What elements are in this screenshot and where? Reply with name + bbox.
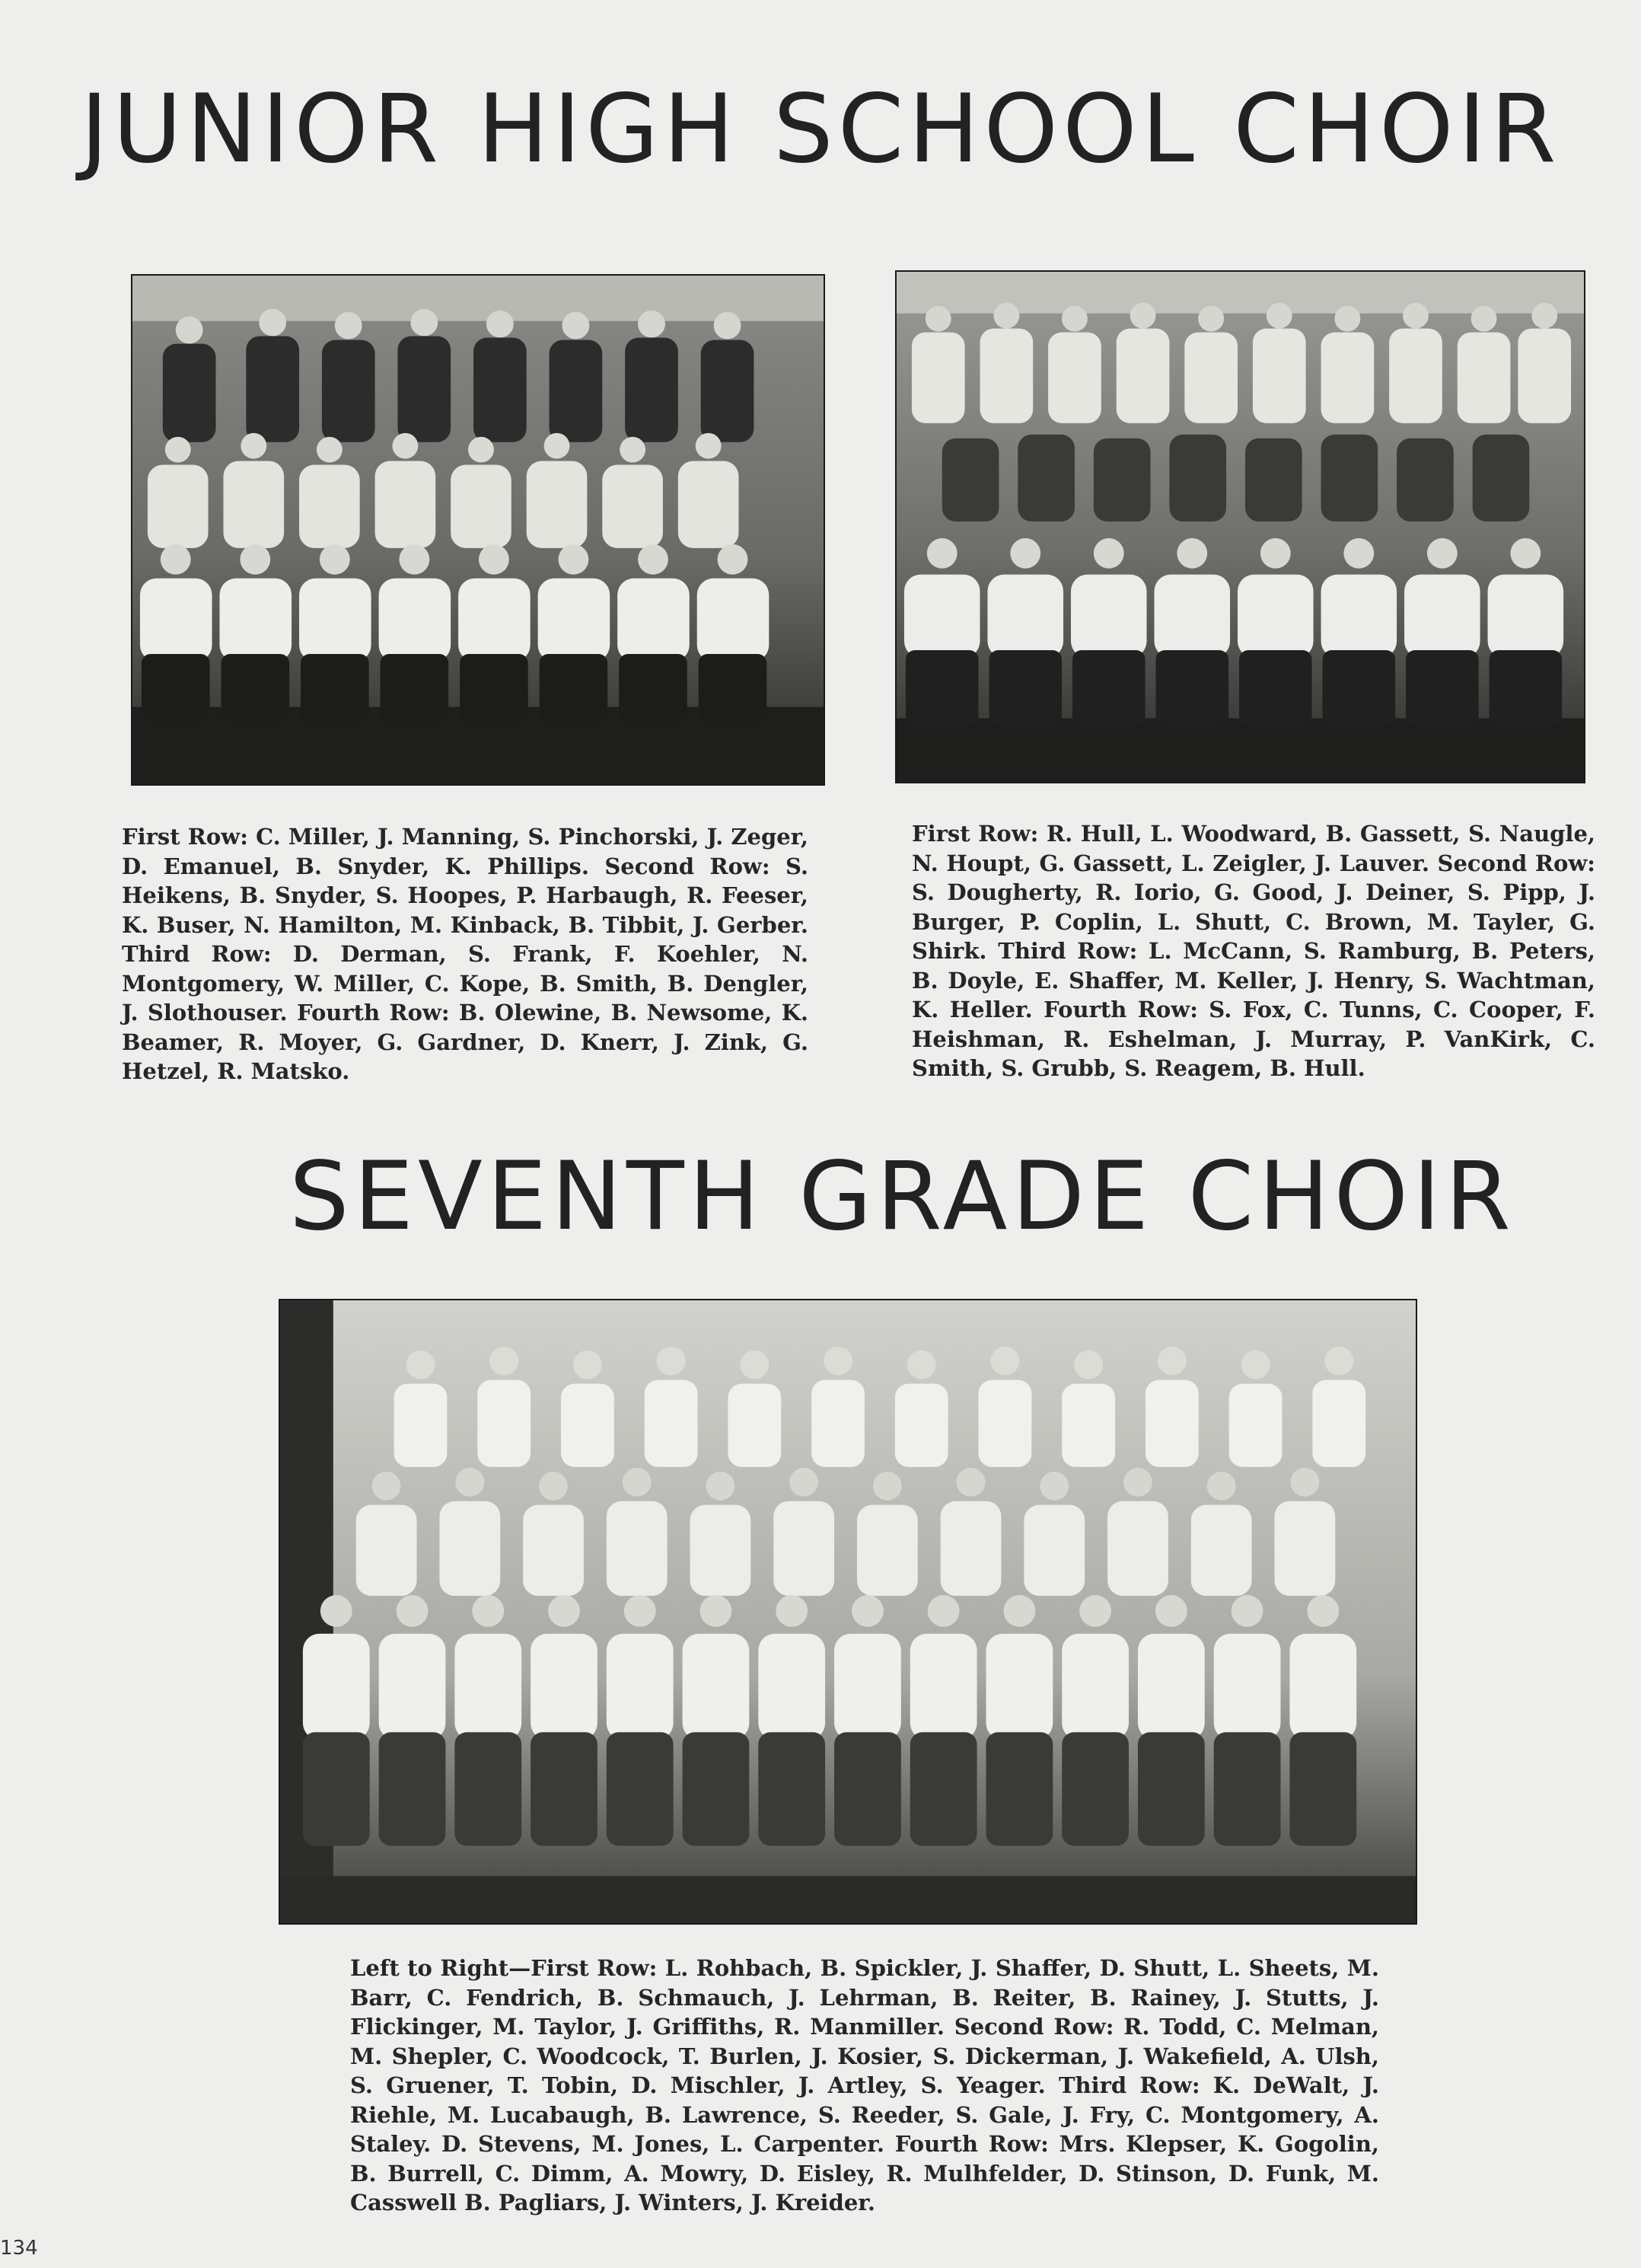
junior-choir-title: JUNIOR HIGH SCHOOL CHOIR [80, 75, 1561, 184]
group-photo-graphic [897, 272, 1584, 782]
seventh-choir-photo [279, 1299, 1417, 1925]
junior-choir-photo-right [895, 270, 1585, 783]
group-photo-graphic [132, 276, 824, 784]
page-number: 134 [0, 2237, 38, 2260]
junior-choir-caption-right: First Row: R. Hull, L. Woodward, B. Gassett, S. Naugle, N. Houpt, G. Gassett, L. Zeigler, J. Lauver. Second Row: S. Dougherty, R. Iorio, G. Good, J. Deiner, S. Pipp, J. Burger, P. Coplin, L. Shutt, C. Brown, M. Tayler, G. Shirk. Third Row: L. McCann, S. Ramburg, B. Peters, B. Doyle, E. Shaffer, M. Keller, J. Henry, S. Wachtman, K. Heller. Fourth Row: S. Fox, C. Tunns, C. Cooper, F. Heishman, R. Eshelman, J. Murray, P. VanKirk, C. Smith, S. Grubb, S. Reagem, B. Hull. [912, 821, 1595, 1081]
junior-choir-caption-left: First Row: C. Miller, J. Manning, S. Pinchorski, J. Zeger, D. Emanuel, B. Snyder, K. Phillips. Second Row: S. Heikens, B. Snyder, S. Hoopes, P. Harbaugh, R. Feeser, K. Buser, N. Hamilton, M. Kinback, B. Tibbit, J. Gerber. Third Row: D. Derman, S. Frank, F. Koehler, N. Montgomery, W. Miller, C. Kope, B. Smith, B. Dengler, J. Slothouser. Fourth Row: B. Olewine, B. Newsome, K. Beamer, R. Moyer, G. Gardner, D. Knerr, J. Zink, G. Hetzel, R. Matsko. [122, 824, 808, 1084]
seventh-choir-title: SEVENTH GRADE CHOIR [289, 1142, 1515, 1252]
junior-choir-photo-left [131, 274, 825, 786]
seventh-choir-caption: Left to Right—First Row: L. Rohbach, B. Spickler, J. Shaffer, D. Shutt, L. Sheets, M. Barr, C. Fendrich, B. Schmauch, J. Lehrman, B. Reiter, B. Rainey, J. Stutts, J. Flickinger, M. Taylor, J. Griffiths, R. Manmiller. Second Row: R. Todd, C. Melman, M. Shepler, C. Woodcock, T. Burlen, J. Kosier, S. Dickerman, J. Wakefield, A. Ulsh, S. Gruener, T. Tobin, D. Mischler, J. Artley, S. Yeager. Third Row: K. DeWalt, J. Riehle, M. Lucabaugh, B. Lawrence, S. Reeder, S. Gale, J. Fry, C. Montgomery, A. Staley. D. Stevens, M. Jones, L. Carpenter. Fourth Row: Mrs. Klepser, K. Gogolin, B. Burrell, C. Dimm, A. Mowry, D. Eisley, R. Mulhfelder, D. Stinson, D. Funk, M. Casswell B. Pagliars, J. Winters, J. Kreider. [350, 1955, 1379, 2215]
group-photo-graphic [280, 1300, 1416, 1923]
